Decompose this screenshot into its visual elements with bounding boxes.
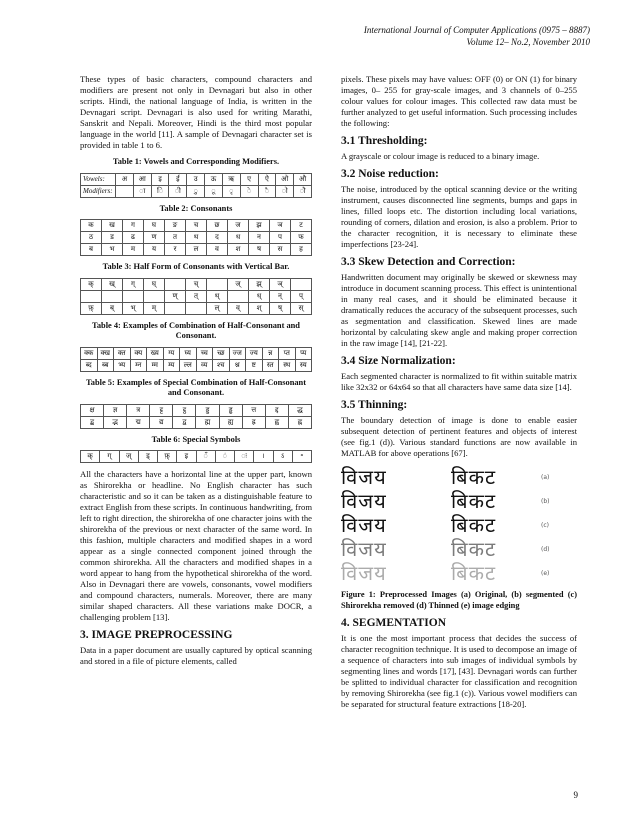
figure-word-vijay: विजय bbox=[341, 488, 387, 513]
table-cell: फ़् bbox=[81, 302, 102, 314]
table-cell: क bbox=[81, 220, 102, 232]
table-cell: स्त bbox=[262, 359, 279, 371]
table-cell: ह्म bbox=[196, 416, 219, 428]
table-cell: त bbox=[165, 232, 186, 244]
table-cell: म् bbox=[144, 302, 165, 314]
table-cell: प bbox=[270, 232, 291, 244]
table-cell: श bbox=[228, 244, 249, 256]
figure-row bbox=[341, 489, 577, 513]
table-cell: ः bbox=[235, 451, 254, 463]
table-row bbox=[81, 359, 312, 371]
journal-header bbox=[364, 24, 590, 48]
table-cell: ं bbox=[215, 451, 234, 463]
table-cell: ध bbox=[228, 232, 249, 244]
table-cell: ऐ bbox=[258, 173, 276, 185]
journal-title: International Journal of Computer Applications (0975 – 8887) bbox=[363, 25, 590, 35]
table-cell: फ़् bbox=[158, 451, 177, 463]
table-cell: म bbox=[123, 244, 144, 256]
table-cell: क् bbox=[81, 451, 100, 463]
figure-word-vijay: विजय bbox=[341, 560, 387, 585]
table-cell: घ bbox=[144, 220, 165, 232]
figure1-caption: Figure 1: Preprocessed Images (a) Original, (b) segmented (c) Shirorekha removed (d) Thinned (e) image edging bbox=[341, 590, 577, 610]
table-cell: ह्व bbox=[265, 416, 288, 428]
table-cell: उ bbox=[187, 173, 205, 185]
table-cell: थ् bbox=[207, 290, 228, 302]
table-cell: ई bbox=[169, 173, 187, 185]
table-row bbox=[81, 416, 312, 428]
table3-half-forms bbox=[80, 278, 312, 315]
table-cell: श् bbox=[249, 302, 270, 314]
figure-row-label: (c) bbox=[541, 521, 549, 529]
thresholding-heading: 3.1 Thresholding: bbox=[341, 135, 428, 147]
table-cell bbox=[228, 290, 249, 302]
figure-word-bikat: बिकट bbox=[451, 464, 497, 489]
table-cell: ड्ड bbox=[196, 404, 219, 416]
table-cell bbox=[165, 278, 186, 290]
table-cell: ऋ bbox=[222, 173, 240, 185]
table-cell: च् bbox=[186, 278, 207, 290]
table-cell: र bbox=[165, 244, 186, 256]
table-cell: घ् bbox=[144, 278, 165, 290]
pixels-paragraph: pixels. These pixels may have values: OFF (0) or ON (1) for binary images, 0– 255 for gray-scale images, and 3 channels of 0–255 colour values for colour images. This collected raw data must be further analyzed to get useful information. Such processing includes the following: bbox=[341, 74, 577, 128]
figure-word-bikat: बिकट bbox=[451, 536, 497, 561]
section4-text: It is one the most important process that decides the success of character recognition technique. It is used to decompose an image of a sequence of characters into sub images of individual symbols by segmenting lines and words [17], [43]. Devnagari words can further be splitted to individual character for classification and recognition by removing Shirorekha (see fig.1 (c)). Various vowel modifiers can be separated for structural feature extractions [18-20]. bbox=[341, 633, 578, 709]
table-row bbox=[81, 244, 312, 256]
table-cell: ख्य bbox=[147, 347, 164, 359]
table-cell: अ bbox=[116, 173, 134, 185]
table-cell: म्म bbox=[147, 359, 164, 371]
table-cell: म्न bbox=[130, 359, 147, 371]
figure-word-bikat: बिकट bbox=[451, 512, 497, 537]
table-cell: ग्य bbox=[163, 347, 180, 359]
table-cell: क्क bbox=[81, 347, 98, 359]
table-cell: इ bbox=[151, 173, 169, 185]
table-cell: ि bbox=[151, 185, 169, 197]
table-cell: ह्य bbox=[219, 416, 242, 428]
table-cell: ङ bbox=[165, 220, 186, 232]
figure-row bbox=[341, 537, 577, 561]
table-row bbox=[81, 232, 312, 244]
table-cell: घ्य bbox=[180, 347, 197, 359]
table-cell: ध् bbox=[249, 290, 270, 302]
table-cell: ञ bbox=[270, 220, 291, 232]
table-cell: झ bbox=[249, 220, 270, 232]
table-cell: ज्ज bbox=[229, 347, 246, 359]
table2-caption: Table 2: Consonants bbox=[159, 203, 233, 213]
table4-caption: Table 4: Examples of Combination of Half-Consonant and Consonant. bbox=[92, 320, 300, 340]
table-cell: त्र bbox=[127, 404, 150, 416]
table-cell: क्त bbox=[114, 347, 131, 359]
table-cell: ब्ब bbox=[97, 359, 114, 371]
table-cell: क्ख bbox=[97, 347, 114, 359]
table5-caption: Table 5: Examples of Special Combination of Half-Consonant and Consonant. bbox=[85, 377, 307, 397]
table-cell: ढ bbox=[123, 232, 144, 244]
thresholding-text: A grayscale or colour image is reduced to a binary image. bbox=[341, 151, 540, 161]
table-cell: प्त bbox=[279, 347, 296, 359]
page-number: 9 bbox=[573, 790, 578, 800]
figure-row-label: (b) bbox=[541, 497, 550, 505]
table-row bbox=[81, 302, 312, 314]
table-cell: ो bbox=[276, 185, 294, 197]
table-cell: ए bbox=[240, 173, 258, 185]
table-cell: ँ bbox=[196, 451, 215, 463]
figure-word-vijay: विजय bbox=[341, 464, 387, 489]
table-cell: ट bbox=[291, 220, 312, 232]
vowels-label: Vowels: bbox=[81, 173, 116, 185]
table-cell: ग् bbox=[100, 451, 119, 463]
table-cell: ष् bbox=[270, 302, 291, 314]
table-cell: ष्ट bbox=[246, 359, 263, 371]
table-cell: ी bbox=[169, 185, 187, 197]
table-cell: ज् bbox=[119, 451, 138, 463]
table-cell bbox=[186, 302, 207, 314]
table-cell: क्य bbox=[130, 347, 147, 359]
table-cell bbox=[81, 290, 102, 302]
table-cell: ज्ञ bbox=[104, 404, 127, 416]
table-cell: ु bbox=[187, 185, 205, 197]
table-cell: ड् bbox=[138, 451, 157, 463]
size-normalization-heading: 3.4 Size Normalization: bbox=[341, 355, 456, 367]
table-cell: त् bbox=[186, 290, 207, 302]
table-cell: छ bbox=[207, 220, 228, 232]
table3-caption: Table 3: Half Form of Consonants with Vertical Bar. bbox=[102, 262, 290, 271]
table-cell: ख bbox=[102, 220, 123, 232]
table-cell: ट्ट bbox=[150, 404, 173, 416]
table-cell: ल्ल bbox=[180, 359, 197, 371]
table-cell: भ्य bbox=[114, 359, 131, 371]
table-cell: च्छ bbox=[213, 347, 230, 359]
table-row bbox=[81, 220, 312, 232]
figure-word-bikat: बिकट bbox=[451, 488, 497, 513]
table-cell: द्द bbox=[265, 404, 288, 416]
table-cell: ज् bbox=[228, 278, 249, 290]
table1-vowels bbox=[80, 173, 312, 198]
figure-row-label: (d) bbox=[541, 545, 550, 553]
table-cell: क् bbox=[81, 278, 102, 290]
table-row bbox=[81, 404, 312, 416]
table-cell: क्ष bbox=[81, 404, 104, 416]
thinning-heading: 3.5 Thinning: bbox=[341, 399, 408, 411]
table-cell: त्त bbox=[242, 404, 265, 416]
table-cell: द्य bbox=[150, 416, 173, 428]
table-cell: ब् bbox=[102, 302, 123, 314]
section3-text: Data in a paper document are usually captured by optical scanning and stored in a file of picture elements, called bbox=[80, 645, 312, 666]
table-cell: व् bbox=[228, 302, 249, 314]
table-cell: ऊ bbox=[205, 173, 223, 185]
table-cell: च bbox=[186, 220, 207, 232]
table-cell: ट्ठ bbox=[173, 404, 196, 416]
figure1-preprocessed-images bbox=[341, 465, 577, 585]
modifiers-label: Modifiers: bbox=[81, 185, 116, 197]
table-cell: ब्द bbox=[81, 359, 98, 371]
table-cell: ू bbox=[205, 185, 223, 197]
skew-heading: 3.3 Skew Detection and Correction: bbox=[341, 256, 516, 268]
table-cell: औ bbox=[294, 173, 312, 185]
table-cell: ठ bbox=[81, 232, 102, 244]
table-cell: ख् bbox=[102, 278, 123, 290]
table-row bbox=[81, 278, 312, 290]
table-cell: स्थ bbox=[279, 359, 296, 371]
table-cell: व्य bbox=[196, 359, 213, 371]
table-cell bbox=[116, 185, 134, 197]
figure-row bbox=[341, 513, 577, 537]
table-cell: च्च bbox=[196, 347, 213, 359]
table6-special-symbols bbox=[80, 450, 312, 463]
table-cell: व bbox=[207, 244, 228, 256]
table-cell: ग् bbox=[123, 278, 144, 290]
table-cell: श्च bbox=[213, 359, 230, 371]
table-cell: ृ bbox=[222, 185, 240, 197]
table-cell: ण् bbox=[165, 290, 186, 302]
table-cell: स् bbox=[291, 302, 312, 314]
table-cell: स्य bbox=[295, 359, 312, 371]
figure-row-label: (a) bbox=[541, 473, 550, 481]
table-cell: े bbox=[240, 185, 258, 197]
table-cell: द्व bbox=[173, 416, 196, 428]
table-cell: द्ब bbox=[81, 416, 104, 428]
table-cell: ह bbox=[291, 244, 312, 256]
table-cell: थ bbox=[186, 232, 207, 244]
table-cell: ऽ bbox=[273, 451, 292, 463]
table-cell: स bbox=[270, 244, 291, 256]
table-cell: ॰ bbox=[292, 451, 311, 463]
table-cell: ष bbox=[249, 244, 270, 256]
table-row bbox=[81, 347, 312, 359]
noise-reduction-heading: 3.2 Noise reduction: bbox=[341, 168, 439, 180]
skew-text: Handwritten document may originally be skewed or skewness may introduce in document scanning process. This effect is unintentional in many real cases, and it should be eliminated because it dramatically reduces the accuracy of the subsequent processes, such as segmentation and classification. Skewed lines are made horizontal by calculating skew angle and making proper correction in the raw image [14], [21-22]. bbox=[341, 272, 577, 348]
journal-volume: Volume 12– No.2, November 2010 bbox=[466, 37, 590, 47]
table-cell: ज्य bbox=[246, 347, 263, 359]
table-cell: आ bbox=[133, 173, 151, 185]
figure-row bbox=[341, 561, 577, 585]
table-row bbox=[81, 290, 312, 302]
table-cell: द bbox=[207, 232, 228, 244]
right-column bbox=[341, 74, 577, 714]
figure-word-vijay: विजय bbox=[341, 512, 387, 537]
table-cell bbox=[144, 290, 165, 302]
table-cell: ा bbox=[133, 185, 151, 197]
table-cell: ल bbox=[186, 244, 207, 256]
table-cell: ड्ढ bbox=[219, 404, 242, 416]
section3-heading: 3. IMAGE PREPROCESSING bbox=[80, 629, 233, 641]
table-cell: ौ bbox=[294, 185, 312, 197]
section4-heading: 4. SEGMENTATION bbox=[341, 617, 447, 629]
table1-caption: Table 1: Vowels and Corresponding Modifiers. bbox=[112, 157, 280, 166]
table-cell: ह्न bbox=[288, 416, 311, 428]
table-cell: झ् bbox=[249, 278, 270, 290]
left-column bbox=[80, 74, 312, 671]
table-cell: य bbox=[144, 244, 165, 256]
table-cell: ब bbox=[81, 244, 102, 256]
table4-combinations bbox=[80, 347, 312, 372]
table-cell: इ bbox=[177, 451, 196, 463]
table-cell bbox=[123, 290, 144, 302]
table-cell: द्ध bbox=[288, 404, 311, 416]
table-cell: प् bbox=[291, 290, 312, 302]
table-cell bbox=[207, 278, 228, 290]
table-cell: द्भ bbox=[104, 416, 127, 428]
table-cell bbox=[291, 278, 312, 290]
table-cell bbox=[165, 302, 186, 314]
table-cell: न्न bbox=[262, 347, 279, 359]
table-cell: ज bbox=[228, 220, 249, 232]
figure-row bbox=[341, 465, 577, 489]
table-cell: श्न bbox=[229, 359, 246, 371]
table-cell: द्म bbox=[127, 416, 150, 428]
table-cell: प्य bbox=[295, 347, 312, 359]
figure-word-bikat: बिकट bbox=[451, 560, 497, 585]
thinning-text: The boundary detection of image is done to enable easier subsequent detection of pertinent features and objects of interest (see fig.1 (d)). Various standard functions are now available in MATLAB for above operations [67]. bbox=[341, 415, 577, 458]
noise-reduction-text: The noise, introduced by the optical scanning device or the writing instrument, causes disconnected line segments, bumps and gaps in lines, filled loops etc. The distortion including local variations, rounding of corners, dilation and erosion, is also a problem. Prior to the character recognition, it is necessary to eliminate these imperfections [23-24]. bbox=[341, 184, 577, 249]
table-cell: फ bbox=[291, 232, 312, 244]
intro-paragraph: These types of basic characters, compound characters and modifiers are present not only in Devnagari but also in other scripts. Hindi, the national language of India, is written in the Devnagari script. Devnagari is also used for writing Marathi, Sanskrit and Nepali. Moreover, Hindi is the third most popular language in the world [11]. A sample of Devnagari character set is provided in table 1 to 6. bbox=[80, 74, 312, 150]
table-cell: ल् bbox=[207, 302, 228, 314]
figure-word-vijay: विजय bbox=[341, 536, 387, 561]
table-cell: भ bbox=[102, 244, 123, 256]
shirorekha-paragraph: All the characters have a horizontal line at the upper part, known as Shirorekha or headline. No English character has such characteristic and so it can be taken as a distinguishable feature to extract English from these scripts. In continuous handwriting, from left to right direction, the shirorekha of one character joins with the shirorekha of the previous or next character of the same word. In this fashion, multiple characters and modified shapes in a word appear as a single connected component joined through the common shirorekha. All the characters and modified shapes in a word appear to hang from the hypothetical shirorekha of the word. Also in Devnagari there are vowels, consonants, vowel modifiers and compound characters, numerals. Moreover, there are many similar shaped characters. All these variations make DOCR, a challenging problem [13]. bbox=[80, 469, 312, 622]
table-cell bbox=[102, 290, 123, 302]
table5-special-combinations bbox=[80, 404, 312, 429]
table-cell: ड bbox=[102, 232, 123, 244]
table-cell: ओ bbox=[276, 173, 294, 185]
table-cell: ग bbox=[123, 220, 144, 232]
table-cell: ण bbox=[144, 232, 165, 244]
table6-caption: Table 6: Special Symbols bbox=[151, 434, 241, 444]
table-cell: ै bbox=[258, 185, 276, 197]
table-cell: ञ् bbox=[270, 278, 291, 290]
table-row bbox=[81, 451, 312, 463]
size-normalization-text: Each segmented character is normalized to fit within suitable matrix like 32x32 or 64x64 so that all characters have same data size [14]. bbox=[341, 371, 577, 392]
figure-row-label: (e) bbox=[541, 569, 550, 577]
table-cell: । bbox=[254, 451, 273, 463]
table-cell: न bbox=[249, 232, 270, 244]
table-cell: म्य bbox=[163, 359, 180, 371]
table-cell: भ् bbox=[123, 302, 144, 314]
table-cell: ह्र bbox=[242, 416, 265, 428]
table2-consonants bbox=[80, 219, 312, 256]
table-cell: न् bbox=[270, 290, 291, 302]
